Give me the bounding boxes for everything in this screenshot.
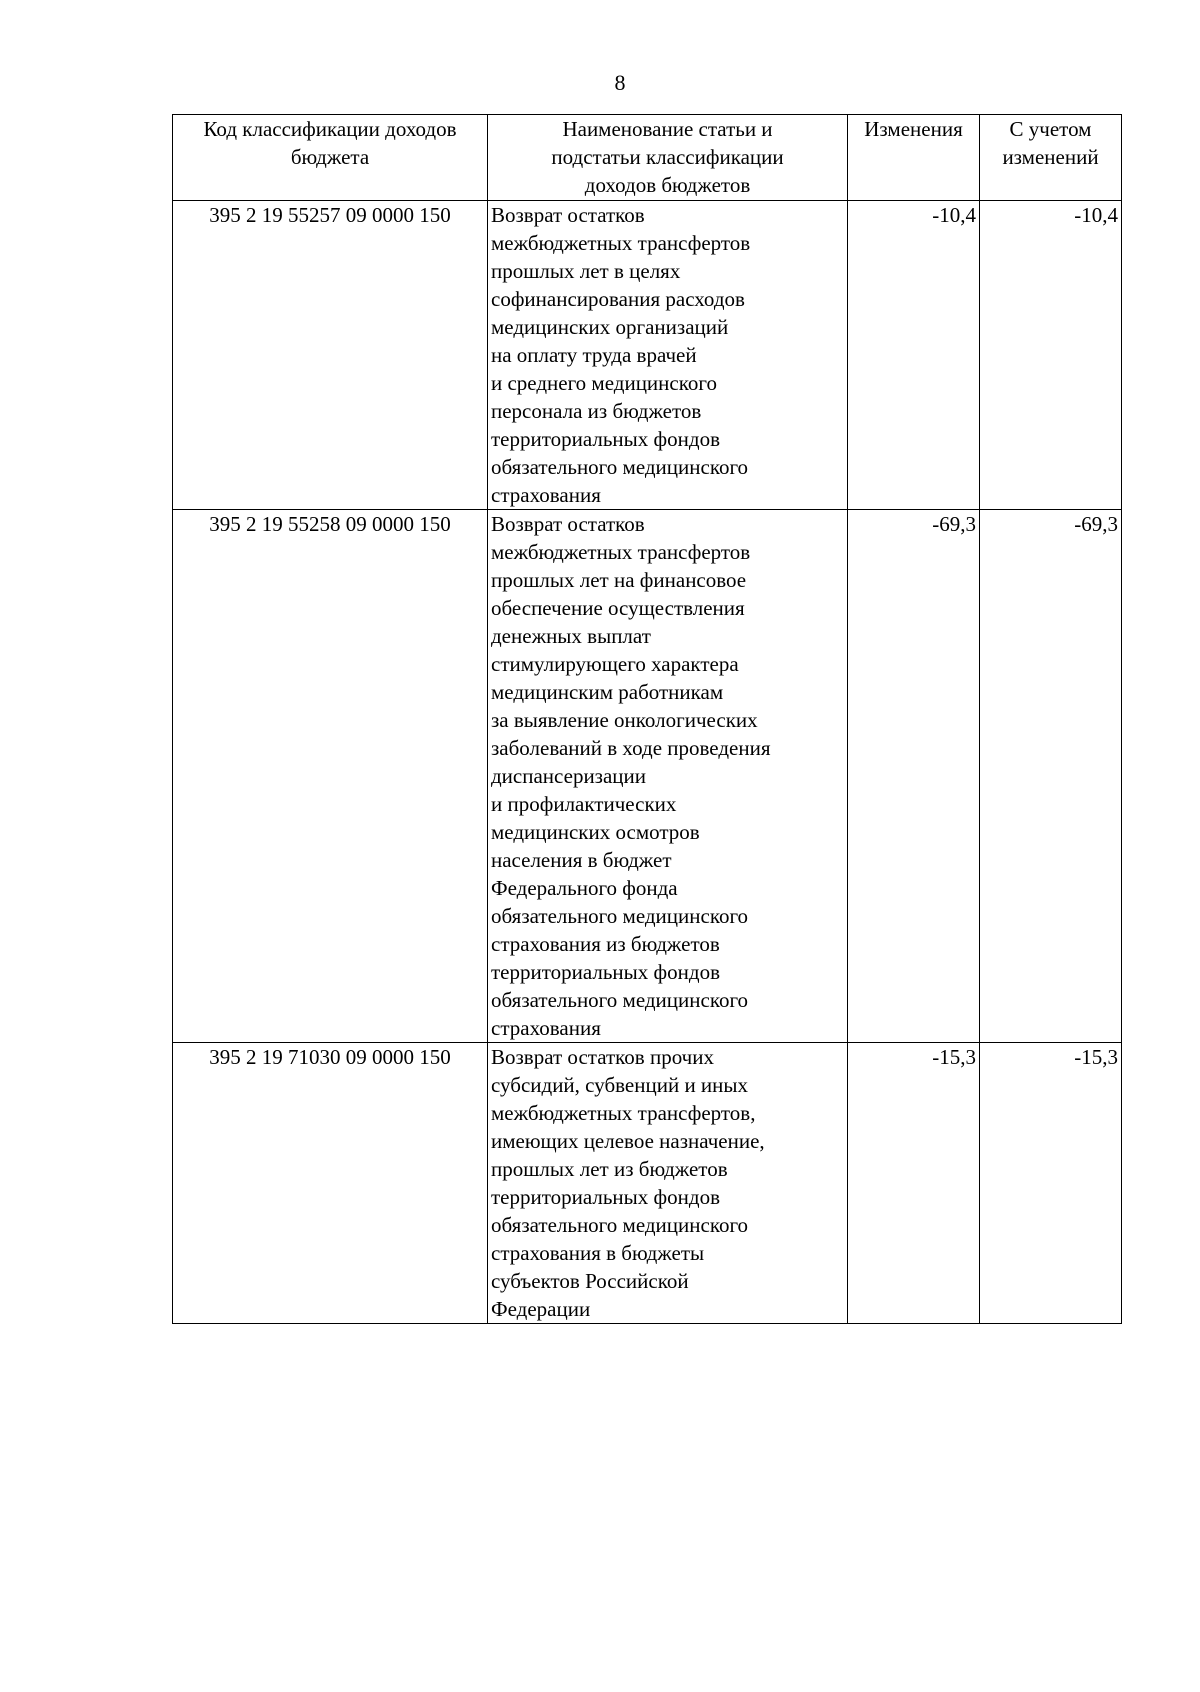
header-name: Наименование статьи и подстатьи классификации доходов бюджетов: [488, 115, 848, 201]
name-line: Возврат остатков прочих: [491, 1045, 714, 1069]
name-line: населения в бюджет: [491, 848, 672, 872]
cell-code: 395 2 19 55258 09 0000 150: [173, 510, 488, 1043]
name-line: территориальных фондов: [491, 960, 720, 984]
table-row: [173, 201, 1122, 510]
name-line: диспансеризации: [491, 764, 647, 788]
name-line: обязательного медицинского: [491, 1213, 749, 1237]
cell-change: -69,3: [848, 510, 980, 1043]
name-line: персонала из бюджетов: [491, 399, 702, 423]
cell-name: [488, 510, 848, 1043]
cell-name: [488, 201, 848, 510]
page-number: 8: [614, 70, 626, 95]
cell-name: [488, 1043, 848, 1324]
table-row: [173, 510, 1122, 1043]
name-line: межбюджетных трансфертов: [491, 231, 751, 255]
budget-revenue-table: [172, 114, 1122, 1324]
header-code: Код классификации доходов бюджета: [173, 115, 488, 201]
name-line: субъектов Российской: [491, 1269, 689, 1293]
name-line: и среднего медицинского: [491, 371, 717, 395]
name-line: обязательного медицинского: [491, 988, 749, 1012]
name-line: медицинским работникам: [491, 680, 724, 704]
name-line: страхования из бюджетов: [491, 932, 720, 956]
name-line: имеющих целевое назначение,: [491, 1129, 765, 1153]
cell-code: 395 2 19 55257 09 0000 150: [173, 201, 488, 510]
cell-change: -15,3: [848, 1043, 980, 1324]
name-line: стимулирующего характера: [491, 652, 739, 676]
name-line: на оплату труда врачей: [491, 343, 697, 367]
name-line: прошлых лет в целях: [491, 259, 681, 283]
name-line: обеспечение осуществления: [491, 596, 745, 620]
header-total: С учетом изменений: [980, 115, 1122, 201]
table-body: [173, 201, 1122, 1324]
name-line: Возврат остатков: [491, 203, 645, 227]
header-change: Изменения: [848, 115, 980, 201]
name-line: заболеваний в ходе проведения: [491, 736, 771, 760]
name-line: Федерации: [491, 1297, 591, 1321]
cell-total: -69,3: [980, 510, 1122, 1043]
name-line: межбюджетных трансфертов,: [491, 1101, 756, 1125]
name-line: территориальных фондов: [491, 427, 720, 451]
name-line: страхования в бюджеты: [491, 1241, 705, 1265]
name-line: за выявление онкологических: [491, 708, 758, 732]
name-line: медицинских организаций: [491, 315, 729, 339]
name-line: прошлых лет на финансовое: [491, 568, 747, 592]
cell-total: -10,4: [980, 201, 1122, 510]
name-line: субсидий, субвенций и иных: [491, 1073, 749, 1097]
name-line: межбюджетных трансфертов: [491, 540, 751, 564]
name-line: и профилактических: [491, 792, 677, 816]
name-line: обязательного медицинского: [491, 904, 749, 928]
cell-change: -10,4: [848, 201, 980, 510]
name-line: прошлых лет из бюджетов: [491, 1157, 728, 1181]
name-line: Федерального фонда: [491, 876, 678, 900]
name-line: территориальных фондов: [491, 1185, 720, 1209]
name-line: софинансирования расходов: [491, 287, 745, 311]
header-row: [173, 115, 1122, 201]
cell-code: 395 2 19 71030 09 0000 150: [173, 1043, 488, 1324]
table-row: [173, 1043, 1122, 1324]
table-header: [173, 115, 1122, 201]
name-line: страхования: [491, 1016, 601, 1040]
cell-total: -15,3: [980, 1043, 1122, 1324]
name-line: денежных выплат: [491, 624, 651, 648]
name-line: Возврат остатков: [491, 512, 645, 536]
name-line: обязательного медицинского: [491, 455, 749, 479]
name-line: страхования: [491, 483, 601, 507]
name-line: медицинских осмотров: [491, 820, 700, 844]
